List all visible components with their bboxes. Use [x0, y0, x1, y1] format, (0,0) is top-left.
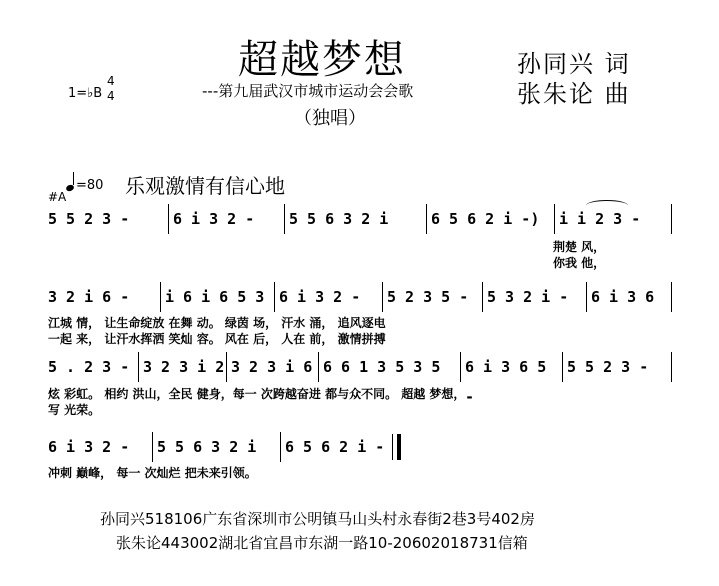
measure: 6 i 3 2 -	[168, 204, 284, 234]
lyric-line-2: 写 光荣。	[48, 403, 101, 417]
final-barline-thin	[392, 434, 393, 460]
tempo-value: =80	[76, 178, 104, 193]
lyricist-credit: 孙同兴 词	[517, 50, 631, 78]
lyric-line-1: 荆楚 风，	[553, 240, 606, 254]
measure: 6 i 3 2 -	[274, 282, 382, 312]
quarter-note-icon	[65, 184, 75, 192]
section-label: #A	[48, 190, 67, 204]
key-signature: 1=♭B	[68, 86, 103, 101]
score-row-2	[46, 282, 672, 312]
song-subtitle: ---第九届武汉市城市运动会会歌	[202, 82, 414, 100]
lyric-line-1: 江城 情， 让生命绽放 在舞 动。 绿茵 场， 汗水 涌， 追风逐电	[48, 316, 386, 330]
measure: i 6 i 6 5 3	[160, 282, 274, 312]
lyric-line-1: 炫 彩虹。 相约 洪山，全民 健身，每一 次跨越奋进 都与众不同。 超越 梦想，	[48, 387, 466, 401]
measure: 5 2 3 5 -	[382, 282, 482, 312]
measure: 3 2 i 6 -	[48, 288, 130, 306]
lyric-line-1: 冲刺 巅峰， 每一 次灿烂 把未来引领。	[48, 466, 257, 480]
score-row-1	[46, 204, 672, 234]
slur-mark	[586, 200, 628, 211]
measure: 5 5 6 3 2 i	[152, 432, 280, 462]
final-barline-thick	[397, 434, 401, 460]
measure: 5 5 2 3 -	[562, 352, 672, 382]
score-row-4	[46, 432, 406, 462]
measure: 6 5 6 2 i -	[280, 432, 392, 462]
performance-type: （独唱）	[294, 108, 366, 129]
time-signature-top: 4	[107, 74, 115, 88]
measure: 3 2 3 i 2	[138, 352, 226, 382]
measure: 5 5 6 3 2 i	[284, 204, 426, 234]
measure: 5 3 2 i -	[482, 282, 586, 312]
measure: 6 i 3 6	[586, 282, 672, 312]
measure: i i 2 3 -	[554, 204, 672, 234]
measure: 5 . 2 3 -	[48, 358, 130, 376]
tempo-mark	[62, 176, 103, 193]
song-title: 超越梦想	[238, 37, 406, 83]
measure: 3 2 3 i 6	[226, 352, 318, 382]
lyric-line-2: 你我 他，	[553, 256, 606, 270]
measure: 6 5 6 2 i -)	[426, 204, 554, 234]
time-signature-bottom: 4	[107, 89, 115, 103]
composer-credit: 张朱论 曲	[517, 80, 631, 108]
measure: 6 i 3 2 -	[48, 438, 130, 456]
expression-mark: 乐观激情有信心地	[125, 174, 285, 198]
measure: 5 5 2 3 -	[48, 210, 130, 228]
note-stem-icon	[73, 172, 74, 185]
lyric-line-2: 一起 来， 让汗水挥洒 笑灿 容。 风在 后， 人在 前， 激情拼搏	[48, 332, 386, 346]
time-signature	[107, 74, 115, 104]
measure: 6 i 3 6 5 -	[460, 352, 562, 382]
composer-address: 张朱论443002湖北省宜昌市东湖一路10-20602018731信箱	[116, 534, 528, 552]
lyricist-address: 孙同兴518106广东省深圳市公明镇马山头村永春街2巷3号402房	[100, 510, 535, 528]
measure: 6 6 1 3 5 3 5	[318, 352, 460, 382]
